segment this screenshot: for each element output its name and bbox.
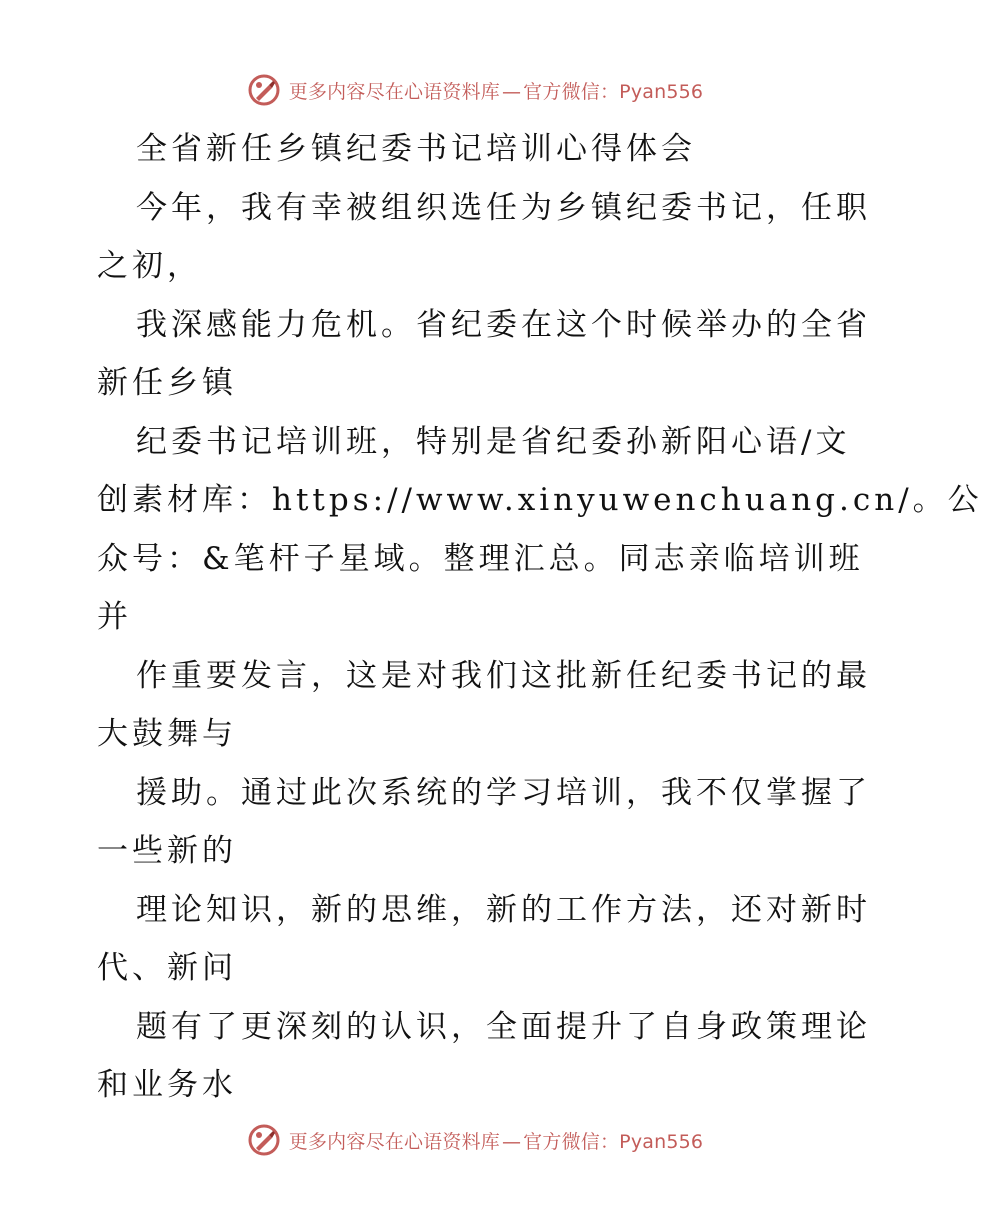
header-wechat: 官方微信：Pyan556: [523, 80, 704, 103]
footer-dash: —: [501, 1130, 522, 1153]
footer-main-text: 更多内容尽在心语资料库: [288, 1130, 500, 1153]
header-dash: —: [501, 80, 522, 103]
paragraph-line: 援助。通过此次系统的学习培训，我不仅掌握了: [136, 774, 871, 811]
paragraph-line: 创素材库：https://www.xinyuwenchuang.cn/。公: [97, 482, 983, 518]
paragraph-line: 一些新的: [97, 833, 237, 869]
header-main-text: 更多内容尽在心语资料库: [288, 80, 500, 103]
paragraph-line: 作重要发言，这是对我们这批新任纪委书记的最: [136, 657, 871, 694]
header-banner: [0, 68, 950, 112]
header-text: [289, 77, 703, 104]
paragraph-line: 并: [97, 599, 132, 635]
footer-wechat: 官方微信：Pyan556: [523, 1130, 704, 1153]
paragraph-line: 之初，: [97, 248, 202, 284]
footer-text: [289, 1127, 703, 1154]
paragraph-line: 大鼓舞与: [97, 716, 237, 752]
footer-banner: [0, 1118, 950, 1162]
paragraph-line: 题有了更深刻的认识，全面提升了自身政策理论: [136, 1008, 871, 1045]
paragraph-line: 众号：&笔杆子星域。整理汇总。同志亲临培训班: [97, 540, 864, 577]
paragraph-line: 理论知识，新的思维，新的工作方法，还对新时: [136, 891, 871, 928]
paragraph-line: 新任乡镇: [97, 365, 237, 401]
document-body: [97, 120, 983, 1115]
paragraph-line: 今年，我有幸被组织选任为乡镇纪委书记，任职: [136, 189, 871, 226]
paragraph-line: 我深感能力危机。省纪委在这个时候举办的全省: [136, 306, 871, 343]
paragraph-line: 和业务水: [97, 1067, 237, 1103]
pen-quill-circle-icon: [247, 1123, 281, 1157]
paragraph-line: 纪委书记培训班，特别是省纪委孙新阳心语/文: [136, 423, 851, 460]
pen-quill-circle-icon: [247, 73, 281, 107]
paragraph-line: 代、新问: [97, 950, 237, 986]
document-title: 全省新任乡镇纪委书记培训心得体会: [136, 131, 696, 167]
